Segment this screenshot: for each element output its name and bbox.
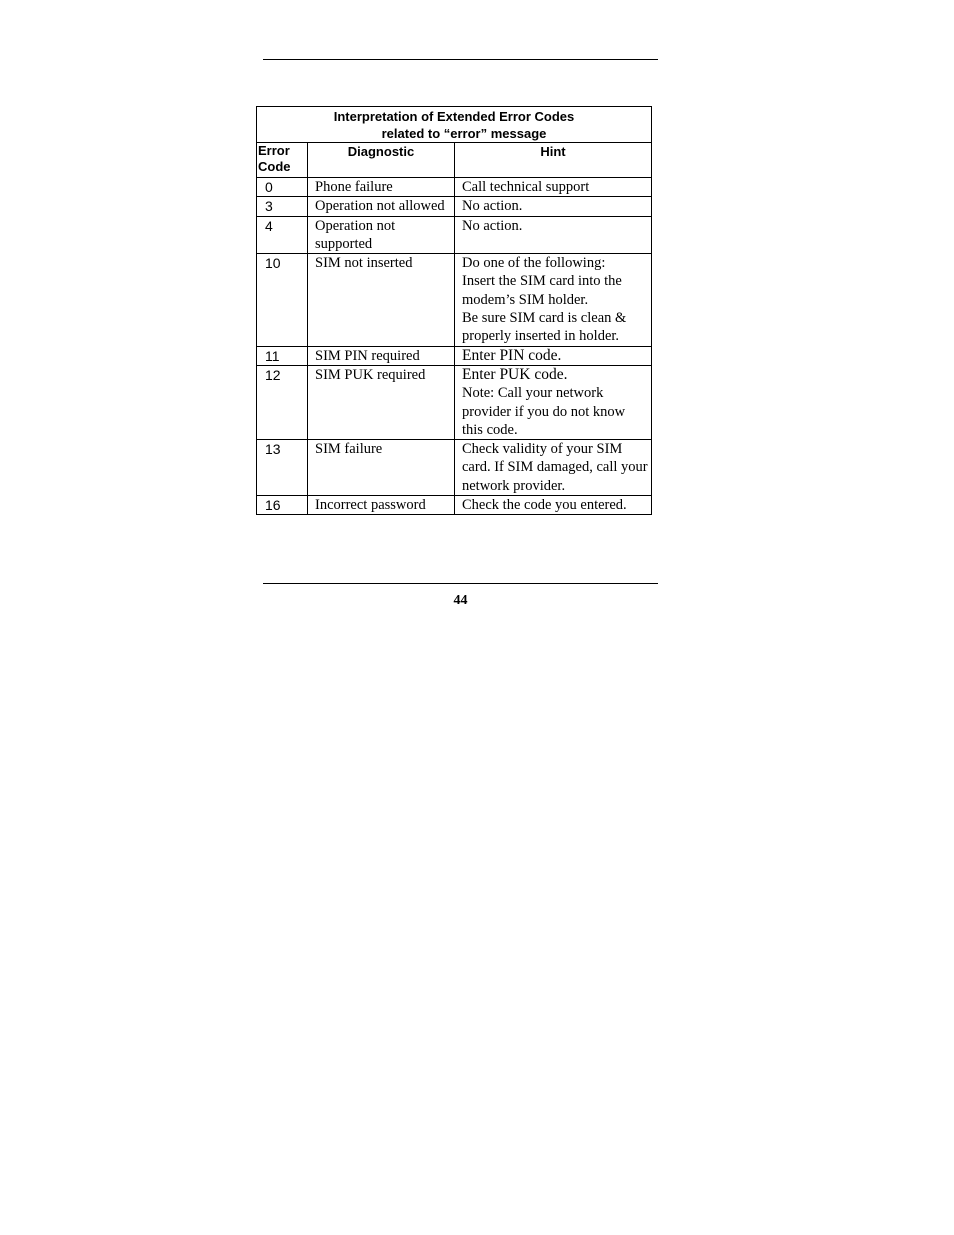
header-diagnostic: Diagnostic [308, 143, 455, 178]
hint-text: Enter PIN code. [462, 346, 562, 364]
diagnostic-cell: Incorrect password [308, 496, 455, 515]
error-code-cell: 16 [257, 496, 308, 515]
hint-cell [455, 440, 652, 496]
error-code-cell: 0 [257, 178, 308, 197]
diagnostic-cell: SIM PIN required [308, 346, 455, 365]
hint-text: No action. [462, 217, 523, 234]
header-rule [263, 59, 658, 60]
table-row [257, 254, 652, 346]
error-code-cell: 11 [257, 346, 308, 365]
hint-cell [455, 197, 652, 216]
hint-cell [455, 178, 652, 197]
hint-cell [455, 496, 652, 515]
hint-cell [455, 254, 652, 346]
hint-text: Do one of the following: [462, 255, 606, 272]
hint-cell [455, 365, 652, 439]
hint-cell [455, 346, 652, 365]
table-row [257, 197, 652, 216]
header-hint: Hint [455, 143, 652, 178]
diagnostic-cell: SIM failure [308, 440, 455, 496]
hint-text: Note: Call your network provider if you do not know this code. [462, 385, 626, 438]
error-codes-table [256, 106, 652, 515]
table-caption [257, 107, 652, 143]
caption-line-2: related to “error” message [381, 126, 547, 141]
diagnostic-cell: Operation not supported [308, 216, 455, 254]
table-header-row [257, 143, 652, 178]
caption-line-1: Interpretation of Extended Error Codes [333, 109, 575, 124]
diagnostic-cell: SIM PUK required [308, 365, 455, 439]
hint-text: Insert the SIM card into the modem’s SIM holder. [462, 273, 622, 308]
header-code-line-2: Code [258, 159, 291, 174]
error-code-cell: 10 [257, 254, 308, 346]
table-row [257, 496, 652, 515]
table-row [257, 440, 652, 496]
hint-text: Call technical support [462, 179, 590, 195]
table-row [257, 178, 652, 197]
diagnostic-cell: SIM not inserted [308, 254, 455, 346]
hint-cell [455, 216, 652, 254]
diagnostic-cell: Phone failure [308, 178, 455, 197]
hint-text: Enter PUK code. [462, 365, 568, 383]
error-code-cell: 3 [257, 197, 308, 216]
error-code-cell: 13 [257, 440, 308, 496]
footer-rule [263, 583, 658, 584]
hint-text: Check validity of your SIM card. If SIM damaged, call your network provider. [462, 441, 648, 494]
page-number: 44 [453, 593, 468, 608]
hint-text: No action. [462, 198, 523, 215]
header-code-line-1: Error [258, 143, 290, 158]
header-error-code [257, 143, 308, 178]
hint-text: Be sure SIM card is clean & properly inserted in holder. [462, 310, 627, 345]
table-row [257, 216, 652, 254]
table-row [257, 365, 652, 439]
error-code-cell: 12 [257, 365, 308, 439]
hint-text: Check the code you entered. [462, 497, 627, 514]
error-code-cell: 4 [257, 216, 308, 254]
table-caption-row [257, 107, 652, 143]
diagnostic-cell: Operation not allowed [308, 197, 455, 216]
table-row [257, 346, 652, 365]
